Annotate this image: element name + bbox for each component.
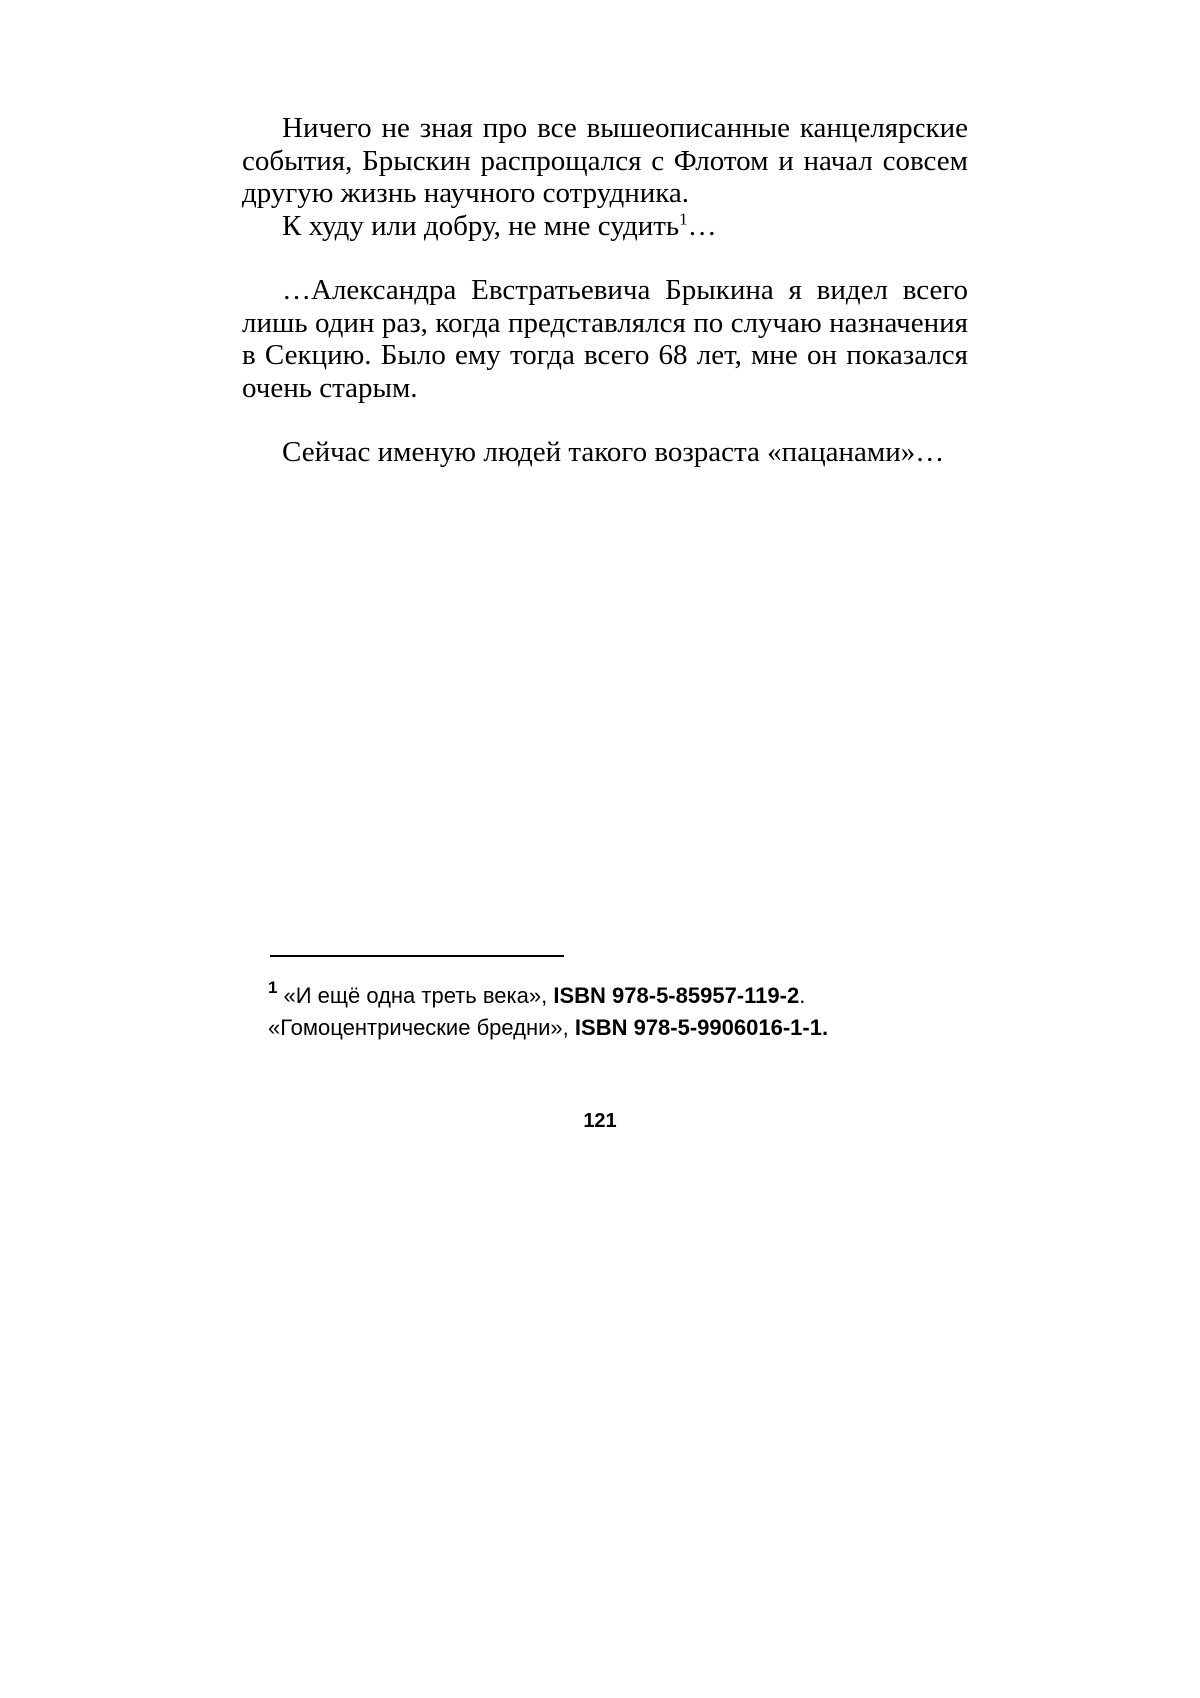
- footnote-2-title: «Гомоцентрические бредни»,: [268, 1015, 575, 1040]
- page-number: 121: [583, 1110, 617, 1132]
- footnotes: [268, 972, 968, 1044]
- footnote-1-title: «И ещё одна треть века»,: [283, 983, 554, 1008]
- footnote-separator: [270, 955, 564, 957]
- paragraph-3: …Александра Евстратьевича Брыкина я видел всего лишь один раз, когда представлялся по случаю назначения в Секцию. Было ему тогда всего 68 лет, мне он показался очень старым.: [242, 274, 968, 404]
- footnote-marker: 1: [268, 978, 278, 997]
- footnote-line-1: [268, 972, 968, 1012]
- footnote-1-isbn: ISBN 978-5-85957-119-2: [553, 983, 800, 1008]
- paragraph-2: [242, 210, 968, 243]
- paragraph-1: Ничего не зная про все вышеописанные канцелярские события, Брыскин распрощался с Флотом и начал совсем другую жизнь научного сотрудника.: [242, 112, 968, 209]
- footnote-1-period: .: [799, 983, 806, 1008]
- paragraph-2-ellipsis: …: [687, 209, 717, 242]
- paragraph-gap: [242, 242, 968, 274]
- paragraph-2-text: К худу или добру, не мне судить: [282, 209, 680, 242]
- paragraph-gap: [242, 404, 968, 436]
- footnote-reference: 1: [679, 208, 688, 228]
- main-text: [242, 112, 968, 469]
- footnote-line-2: [268, 1012, 968, 1044]
- paragraph-4: Сейчас именую людей такого возраста «пацанами»…: [282, 436, 945, 468]
- footnote-2-isbn: ISBN 978-5-9906016-1-1.: [574, 1015, 829, 1040]
